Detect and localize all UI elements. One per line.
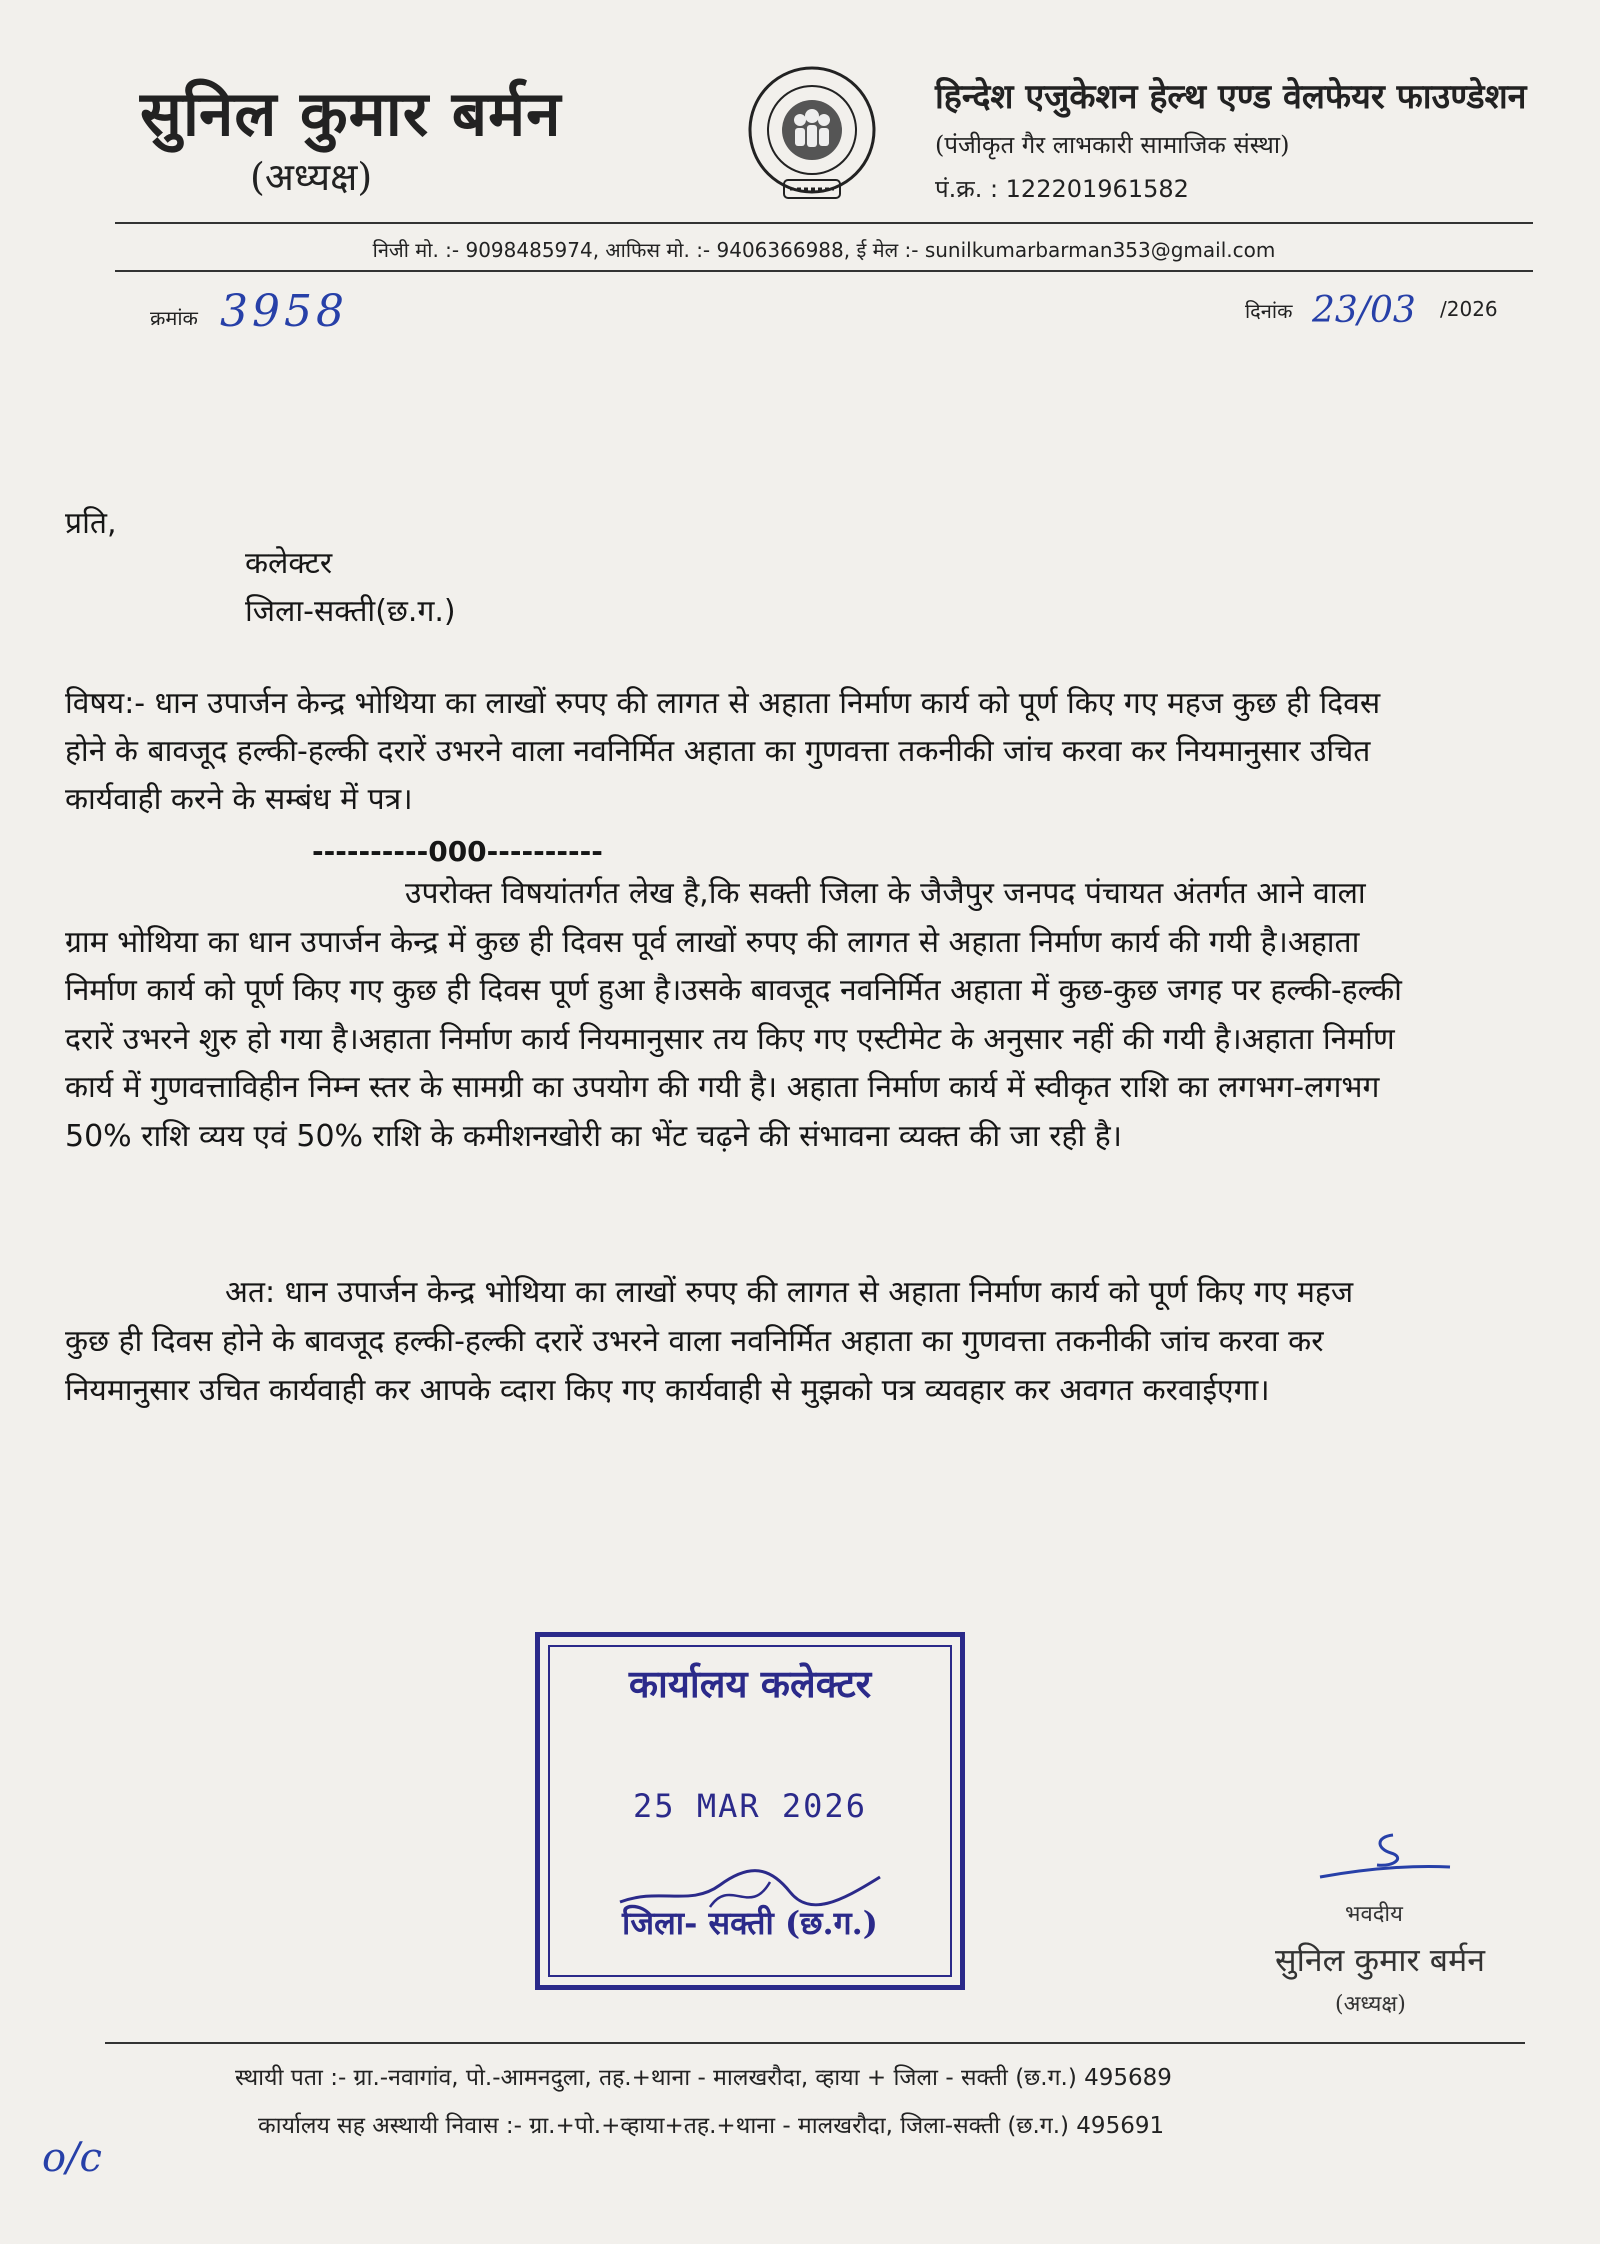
header-rule-top [115,222,1533,224]
date-year: /2026 [1440,297,1498,321]
organization-registration: पं.क्र. : 122201961582 [935,175,1189,203]
letterhead-name: सुनिल कुमार बर्मन [140,77,562,150]
recipient-to-label: प्रति, [65,506,117,541]
signature-closing: भवदीय [1345,1902,1403,1927]
stamp-district: जिला- सक्ती (छ.ग.) [622,1904,878,1942]
organization-name: हिन्देश एजुकेशन हेल्थ एण्ड वेलफेयर फाउण्डेशन [935,77,1527,117]
date-label: दिनांक [1245,299,1293,323]
organization-type: (पंजीकृत गैर लाभकारी सामाजिक संस्था) [935,131,1290,159]
foundation-logo-icon [740,62,885,207]
footer-rule [105,2042,1525,2044]
letterhead-role: (अध्यक्ष) [250,155,373,199]
recipient-district: जिला-सक्ती(छ.ग.) [245,594,456,629]
reference-number: 3958 [220,286,348,337]
letter-subject: विषय:- धान उपार्जन केन्द्र भोथिया का लाखों रुपए की लागत से अहाता निर्माण कार्य को पूर्ण किए गए महज कुछ ही दिवस होने के बावजूद हल्की-हल्की दरारें उभरने वाला नवनिर्मित अहाता का गुणवत्ता तकनीकी जांच करवा कर नियमानुसार उचित कार्यवाही करने के सम्बंध में पत्र। [65,686,1381,817]
contact-line: निजी मो. :- 9098485974, आफिस मो. :- 9406366988, ई मेल :- sunilkumarbarman353@gmail.com [372,238,1276,262]
stamp-date: 25 MAR 2026 [633,1787,867,1825]
signature-name: सुनिल कुमार बर्मन [1275,1941,1485,1979]
recipient-title: कलेक्टर [245,546,333,581]
signature-role: (अध्यक्ष) [1335,1992,1406,2017]
handwritten-corner-note: o/c [42,2135,102,2181]
footer-permanent-address: स्थायी पता :- ग्रा.-नवागांव, पो.-आमनदुला, तह.+थाना - मालखरौदा, व्हाया + जिला - सक्ती (छ.ग.) 495689 [235,2065,1172,2091]
footer-office-address: कार्यालय सह अस्थायी निवास :- ग्रा.+पो.+व्हाया+तह.+थाना - मालखरौदा, जिला-सक्ती (छ.ग.) 495691 [258,2113,1165,2139]
reference-label: क्रमांक [150,306,198,330]
header-rule-bottom [115,270,1533,272]
collector-office-stamp [535,1632,965,1990]
body-paragraph-2: अत: धान उपार्जन केन्द्र भोथिया का लाखों रुपए की लागत से अहाता निर्माण कार्य को पूर्ण किए गए महज कुछ ही दिवस होने के बावजूद हल्की-हल्की दरारें उभरने वाला नवनिर्मित अहाता का गुणवत्ता तकनीकी जांच करवा कर नियमानुसार उचित कार्यवाही कर आपके व्दारा किए गए कार्यवाही से मुझको पत्र व्यवहार कर अवगत करवाईएगा। [65,1275,1354,1408]
body-paragraph-1: उपरोक्त विषयांतर्गत लेख है,कि सक्ती जिला के जैजैपुर जनपद पंचायत अंतर्गत आने वाला ग्राम भोथिया का धान उपार्जन केन्द्र में कुछ ही दिवस पूर्व लाखों रुपए की लागत से अहाता निर्माण कार्य की गयी है।अहाता निर्माण कार्य को पूर्ण किए गए कुछ ही दिवस पूर्ण हुआ है।उसके बावजूद नवनिर्मित अहाता में कुछ-कुछ जगह पर हल्की-हल्की दरारें उभरने शुरु हो गया है।अहाता निर्माण कार्य नियमानुसार तय किए गए एस्टीमेट के अनुसार नहीं की गयी है।अहाता निर्माण कार्य में गुणवत्ताविहीन निम्न स्तर के सामग्री का उपयोग की गयी है। अहाता निर्माण कार्य में स्वीकृत राशि का लगभग-लगभग 50% राशि व्यय एवं 50% राशि के कमीशनखोरी का भेंट चढ़ने की संभावना व्यक्त की जा रही है। [65,876,1402,1154]
signature-mark-icon [1315,1825,1455,1885]
stamp-title: कार्यालय कलेक्टर [628,1661,872,1706]
date-handwritten: 23/03 [1312,290,1416,331]
section-divider: ----------000---------- [312,835,603,868]
